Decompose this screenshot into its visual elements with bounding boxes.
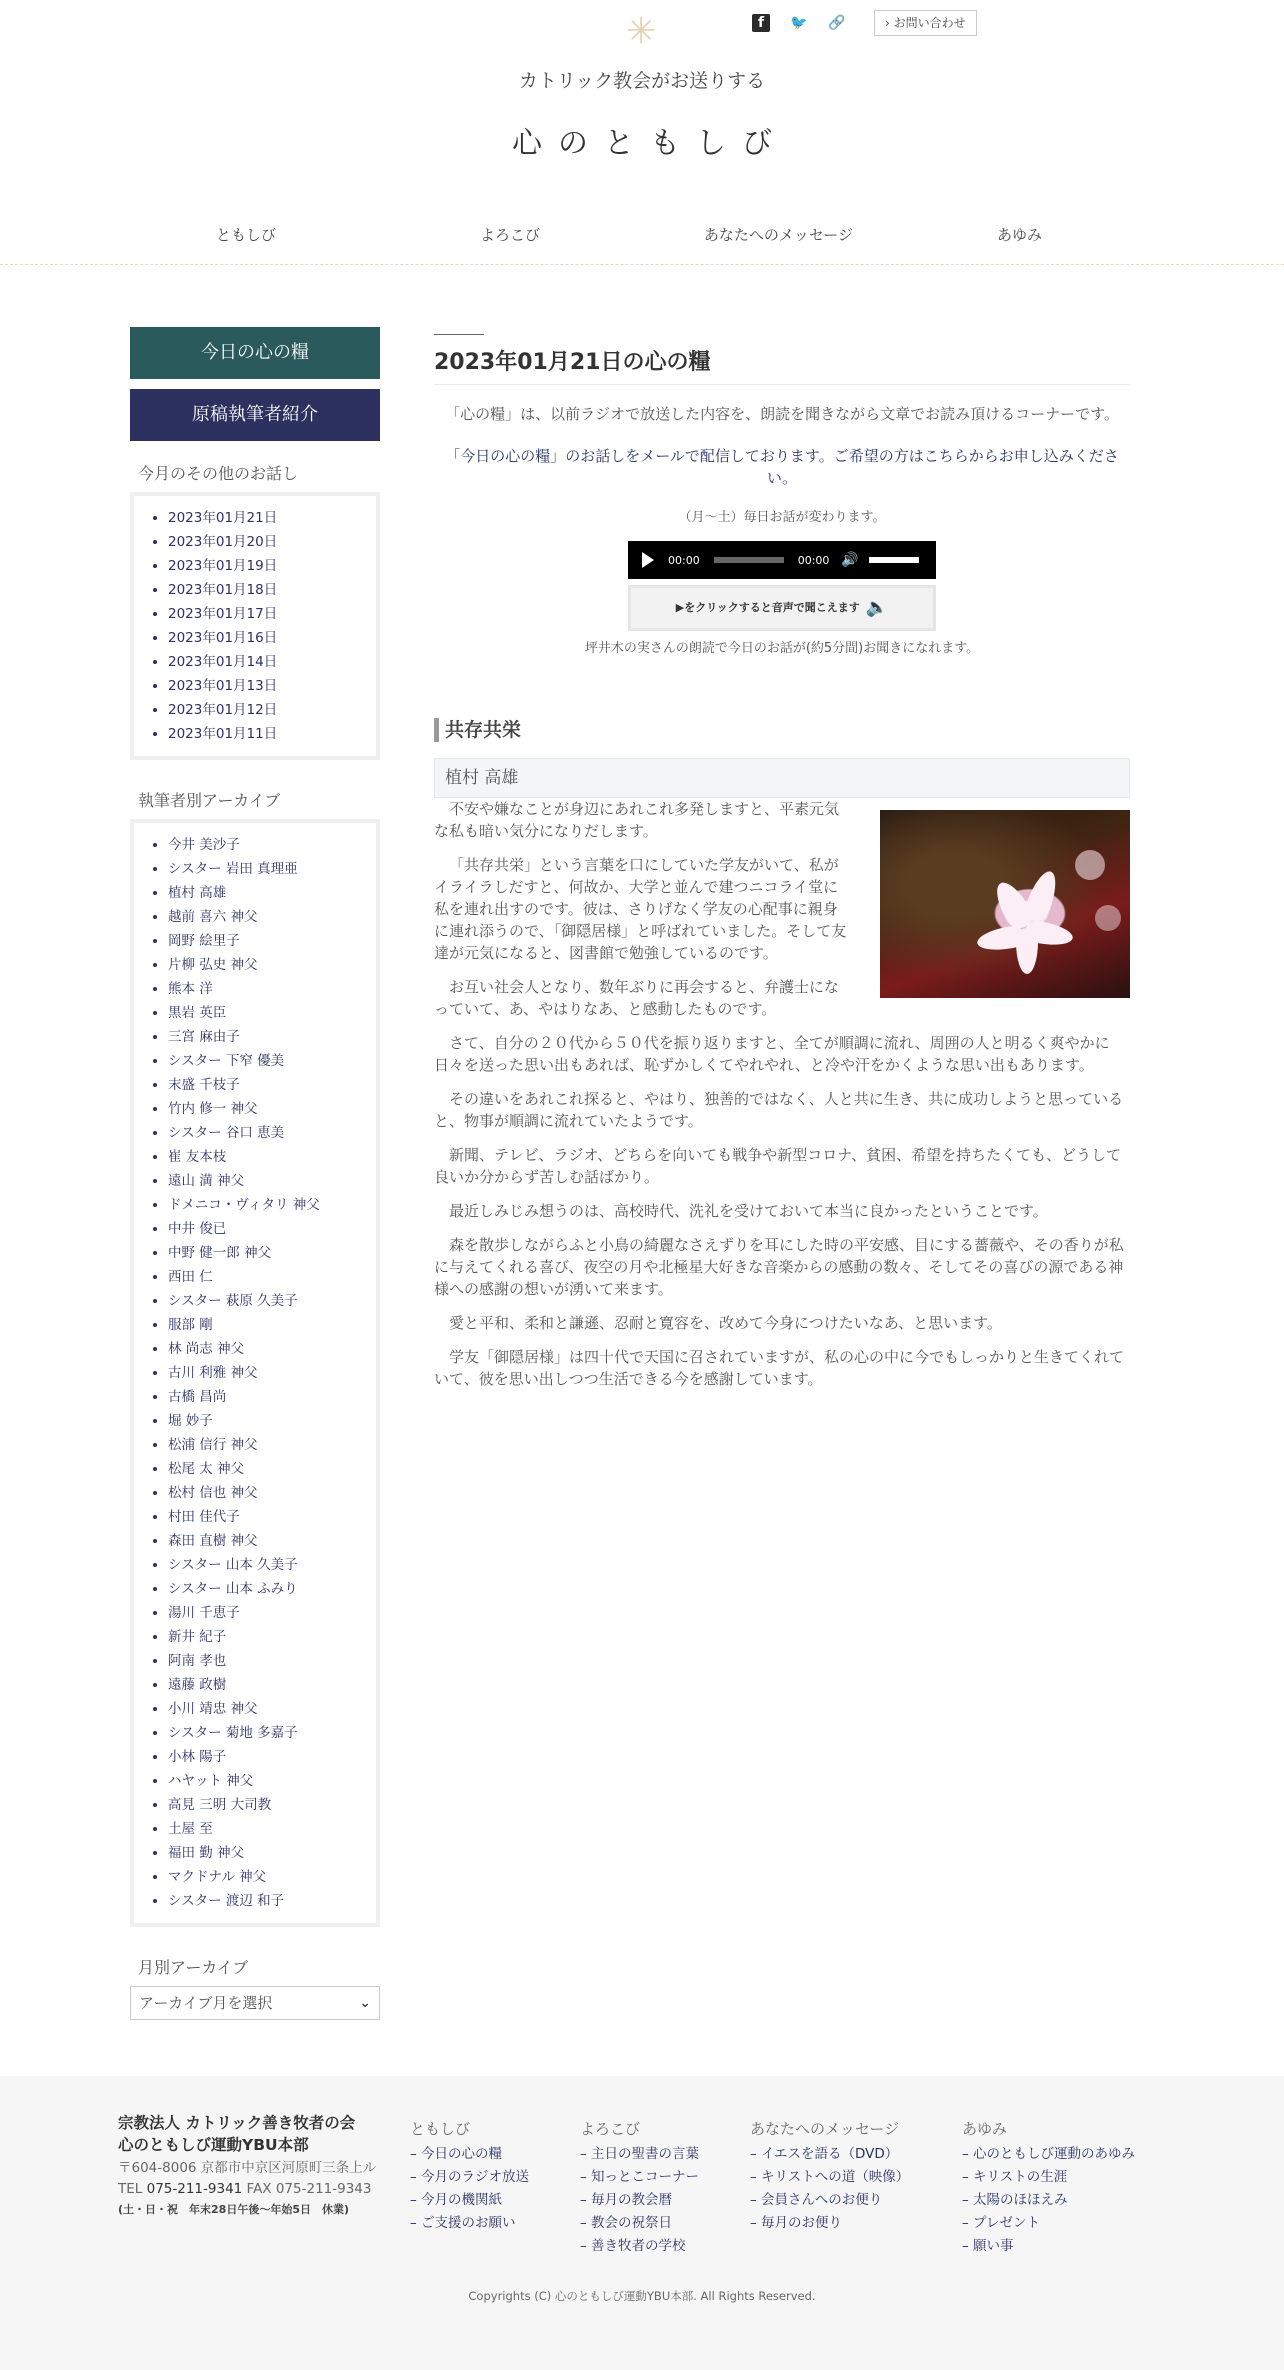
- chevron-down-icon: ⌄: [359, 1995, 371, 2011]
- date-link[interactable]: • 2023年01月20日: [168, 530, 370, 554]
- date-link[interactable]: • 2023年01月12日: [168, 698, 370, 722]
- listen-button[interactable]: [628, 585, 936, 631]
- author-link[interactable]: • シスター 岩田 真理亜: [168, 857, 370, 881]
- author-archive-heading: 執筆者別アーカイブ: [138, 791, 281, 810]
- play-icon[interactable]: [642, 552, 654, 568]
- author-link[interactable]: • シスター 山本 久美子: [168, 1553, 370, 1577]
- author-link[interactable]: • ハヤット 神父: [168, 1769, 370, 1793]
- footer-link[interactable]: – 知っとこコーナー: [580, 2169, 700, 2185]
- author-link[interactable]: • 松浦 信行 神父: [168, 1433, 370, 1457]
- author-link[interactable]: • ドメニコ・ヴィタリ 神父: [168, 1193, 370, 1217]
- page-title: 2023年01月21日の心の糧: [434, 335, 1130, 385]
- audio-player: [628, 541, 936, 579]
- intro-text: 「心の糧」は、以前ラジオで放送した内容を、朗読を聞きながら文章でお読み頂けるコーナーです。: [445, 405, 1119, 423]
- author-link[interactable]: • 西田 仁: [168, 1265, 370, 1289]
- duration-time: 00:00: [797, 553, 830, 567]
- author-link[interactable]: • 中井 俊已: [168, 1217, 370, 1241]
- author-link[interactable]: • 服部 剛: [168, 1313, 370, 1337]
- author-link[interactable]: • シスター 下窄 優美: [168, 1049, 370, 1073]
- date-link[interactable]: • 2023年01月14日: [168, 650, 370, 674]
- author-link[interactable]: • 竹内 修一 神父: [168, 1097, 370, 1121]
- author-link[interactable]: • 村田 佳代子: [168, 1505, 370, 1529]
- speaker-icon: 🔈: [865, 597, 889, 618]
- daily-note: （月～土）毎日お話が変わります。: [678, 510, 886, 525]
- story-paragraph: 学友「御隠居様」は四十代で天国に召されていますが、私の心の中に今でもしっかりと生きてくれていて、彼を思い出しつつ生活できる今を感謝しています。: [434, 1348, 1125, 1388]
- author-link[interactable]: • 林 尚志 神父: [168, 1337, 370, 1361]
- story-paragraph: 不安や嫌なことが身辺にあれこれ多発しますと、平素元気な私も暗い気分になりだします。: [434, 800, 840, 840]
- story-paragraph: 森を散歩しながらふと小鳥の綺麗なさえずりを耳にした時の平安感、目にする薔薇や、その香りが私に与えてくれる喜び、夜空の月や北極星大好きな音楽からの感動の数々、そしてその喜びの源である神様への感謝の想いが湧いて来ます。: [434, 1236, 1124, 1298]
- nav-item-ayumi[interactable]: あゆみ: [996, 226, 1042, 244]
- mail-signup-link[interactable]: 「今日の心の糧」のお話しをメールで配信しております。ご希望の方はこちらからお申し込みください。: [445, 447, 1119, 487]
- current-time: 00:00: [668, 553, 700, 567]
- footer-column-heading[interactable]: よろこび: [580, 2120, 641, 2138]
- author-link[interactable]: • 松村 信也 神父: [168, 1481, 370, 1505]
- author-link[interactable]: • 古川 利雅 神父: [168, 1361, 370, 1385]
- date-link[interactable]: • 2023年01月13日: [168, 674, 370, 698]
- nav-item-yorokobi[interactable]: よろこび: [479, 226, 540, 244]
- progress-bar[interactable]: [714, 557, 784, 563]
- footer-link[interactable]: – 太陽のほほえみ: [962, 2192, 1068, 2208]
- site-header: [0, 0, 1284, 265]
- story-paragraph: 最近しみじみ想うのは、高校時代、洗礼を受けておいて本当に良かったということです。: [449, 1202, 1048, 1220]
- main-content: [434, 327, 1130, 1390]
- footer-column: [410, 2118, 529, 2235]
- story-paragraph: 「共存共栄」という言葉を口にしていた学友がいて、私がイライラしだすと、何故か、大学と並んで建つニコライ堂に私を連れ出すのです。彼は、さりげなく学友の心配事に親身に連れ添うので、「御隠居様」と呼ばれていました。そして友達が元気になると、図書館で勉強しているのです。: [434, 856, 847, 962]
- footer-link[interactable]: – 教会の祝祭日: [580, 2215, 673, 2231]
- volume-icon[interactable]: 🔊: [841, 552, 859, 568]
- date-link[interactable]: • 2023年01月18日: [168, 578, 370, 602]
- author-link[interactable]: • 堀 妙子: [168, 1409, 370, 1433]
- footer-link[interactable]: – 毎月のお便り: [750, 2215, 843, 2231]
- link-icon[interactable]: 🔗: [828, 15, 846, 31]
- author-link[interactable]: • 中野 健一郎 神父: [168, 1241, 370, 1265]
- author-link[interactable]: • 遠山 満 神父: [168, 1169, 370, 1193]
- footer-link[interactable]: – 心のともしび運動のあゆみ: [962, 2146, 1136, 2162]
- footer-link[interactable]: – 今月のラジオ放送: [410, 2169, 530, 2185]
- site-subtitle: カトリック教会がお送りする: [518, 70, 766, 92]
- author-list: [130, 819, 380, 1927]
- contact-label: お問い合わせ: [893, 16, 966, 30]
- reading-caption: 坪井木の実さんの朗読で今日のお話が(約5分間)お聞きになれます。: [584, 641, 980, 656]
- date-link[interactable]: • 2023年01月11日: [168, 722, 370, 746]
- footer-link[interactable]: – キリストへの道（映像）: [750, 2169, 910, 2185]
- org-hours: (土・日・祝 年末28日午後〜年始5日 休業): [118, 2203, 350, 2216]
- author-link[interactable]: • 崔 友本枝: [168, 1145, 370, 1169]
- author-link[interactable]: • 小林 陽子: [168, 1745, 370, 1769]
- author-link[interactable]: • シスター 萩原 久美子: [168, 1289, 370, 1313]
- nav-item-tomoshibi[interactable]: ともしび: [216, 226, 277, 244]
- author-link[interactable]: • 古橋 昌尚: [168, 1385, 370, 1409]
- date-link[interactable]: • 2023年01月21日: [168, 506, 370, 530]
- story-paragraph: 愛と平和、柔和と謙遜、忍耐と寛容を、改めて今身につけたいなあ、と思います。: [449, 1314, 1002, 1332]
- footer-link[interactable]: – 毎月の教会暦: [580, 2192, 673, 2208]
- archive-month-select-value: アーカイブ月を選択: [139, 1994, 273, 2012]
- monthly-archive-heading: 月別アーカイブ: [138, 1958, 249, 1977]
- listen-label: ▶をクリックすると音声で聞こえます: [675, 601, 860, 614]
- facebook-icon[interactable]: f: [752, 14, 770, 32]
- footer-link[interactable]: – 会員さんへのお便り: [750, 2192, 883, 2208]
- org-phone: [118, 2179, 388, 2200]
- org-subname: 心のともしび運動YBU本部: [118, 2136, 309, 2154]
- story-body: [434, 798, 1130, 1390]
- author-link[interactable]: • 森田 直樹 神父: [168, 1529, 370, 1553]
- footer-link[interactable]: – 主日の聖書の言葉: [580, 2146, 700, 2162]
- footer-column: [962, 2118, 1135, 2258]
- chevron-right-icon: ›: [885, 16, 894, 30]
- footer-link[interactable]: – キリストの生涯: [962, 2169, 1068, 2185]
- footer-link[interactable]: – 善き牧者の学校: [580, 2238, 686, 2254]
- footer-column-heading[interactable]: ともしび: [410, 2120, 471, 2138]
- footer-link[interactable]: – イエスを語る（DVD）: [750, 2146, 899, 2162]
- global-nav: [130, 224, 1154, 245]
- tel-number[interactable]: 075-211-9341: [146, 2181, 243, 2197]
- author-link[interactable]: • 末盛 千枝子: [168, 1073, 370, 1097]
- author-link[interactable]: • 岡野 絵里子: [168, 929, 370, 953]
- author-link[interactable]: • 福田 勤 神父: [168, 1841, 370, 1865]
- author-link[interactable]: • 阿南 孝也: [168, 1649, 370, 1673]
- author-link[interactable]: • 土屋 至: [168, 1817, 370, 1841]
- author-link[interactable]: • 今井 美沙子: [168, 833, 370, 857]
- footer-link[interactable]: – 願い事: [962, 2238, 1014, 2254]
- date-list: [130, 492, 380, 760]
- site-title[interactable]: 心のともしび: [512, 126, 788, 161]
- author-name: 植村 高雄: [434, 758, 1130, 798]
- author-link[interactable]: • マクドナル 神父: [168, 1865, 370, 1889]
- author-link[interactable]: • シスター 菊地 多嘉子: [168, 1721, 370, 1745]
- story-paragraph: その違いをあれこれ探ると、やはり、独善的ではなく、人と共に生き、共に成功しようと思っていると、物事が順調に流れていたようです。: [434, 1090, 1124, 1130]
- author-link[interactable]: • 越前 喜六 神父: [168, 905, 370, 929]
- footer-link[interactable]: – 今月の機関紙: [410, 2192, 503, 2208]
- story-paragraph: 新聞、テレビ、ラジオ、どちらを向いても戦争や新型コロナ、貧困、希望を持ちたくても、どうして良いか分からず苦しむ話ばかり。: [434, 1146, 1122, 1186]
- author-link[interactable]: • 遠藤 政樹: [168, 1673, 370, 1697]
- footer-organization: [118, 2112, 388, 2220]
- author-link[interactable]: • シスター 谷口 恵美: [168, 1121, 370, 1145]
- author-link[interactable]: • 新井 紀子: [168, 1625, 370, 1649]
- author-link[interactable]: • 熊本 洋: [168, 977, 370, 1001]
- footer-link[interactable]: – ご支援のお願い: [410, 2215, 516, 2231]
- footer-column-heading[interactable]: あゆみ: [962, 2120, 1008, 2138]
- date-link[interactable]: • 2023年01月17日: [168, 602, 370, 626]
- footer-column-heading[interactable]: あなたへのメッセージ: [750, 2120, 900, 2138]
- footer-column: [580, 2118, 699, 2258]
- author-link[interactable]: • 高見 三明 大司教: [168, 1793, 370, 1817]
- org-address: 〒604-8006 京都市中京区河原町三条上ル: [118, 2160, 377, 2176]
- site-footer: [0, 2076, 1284, 2370]
- author-link[interactable]: • 三宮 麻由子: [168, 1025, 370, 1049]
- story-paragraph: お互い社会人となり、数年ぶりに再会すると、弁護士になっていて、あ、やはりなあ、と感動したものです。: [434, 978, 840, 1018]
- footer-link[interactable]: – プレゼント: [962, 2215, 1041, 2231]
- contact-button[interactable]: [874, 10, 977, 36]
- author-link[interactable]: • 植村 高雄: [168, 881, 370, 905]
- org-name: 宗教法人 カトリック善き牧者の会: [118, 2114, 356, 2132]
- footer-column: [750, 2118, 909, 2235]
- twitter-icon[interactable]: 🐦: [790, 15, 808, 31]
- story-paragraph: さて、自分の２０代から５０代を振り返りますと、全てが順調に流れ、周囲の人と明るく爽やかに日々を送った思い出もあれば、恥ずかしくてやれやれ、と冷や汗をかくような思い出もあります。: [434, 1034, 1110, 1074]
- author-link[interactable]: • シスター 山本 ふみり: [168, 1577, 370, 1601]
- social-links: [752, 10, 977, 36]
- author-link[interactable]: • 黒岩 英臣: [168, 1001, 370, 1025]
- flower-photo: [880, 810, 1130, 998]
- tel-label: TEL: [118, 2181, 143, 2197]
- star-icon: ✳: [626, 11, 657, 52]
- archive-month-select[interactable]: [130, 1986, 380, 2020]
- other-stories-heading: 今月のその他のお話し: [138, 464, 299, 483]
- writers-button[interactable]: 原稿執筆者紹介: [130, 389, 380, 441]
- author-link[interactable]: • 小川 靖忠 神父: [168, 1697, 370, 1721]
- fax-number: FAX 075-211-9343: [246, 2181, 372, 2197]
- volume-slider[interactable]: [869, 557, 919, 563]
- date-link[interactable]: • 2023年01月16日: [168, 626, 370, 650]
- footer-link[interactable]: – 今日の心の糧: [410, 2146, 503, 2162]
- author-link[interactable]: • 片柳 弘史 神父: [168, 953, 370, 977]
- today-button[interactable]: 今日の心の糧: [130, 327, 380, 379]
- date-link[interactable]: • 2023年01月19日: [168, 554, 370, 578]
- author-link[interactable]: • 湯川 千恵子: [168, 1601, 370, 1625]
- copyright: Copyrights (C) 心のともしび運動YBU本部. All Rights Reserved.: [468, 2289, 816, 2303]
- story-title: 共存共栄: [434, 718, 1130, 742]
- author-link[interactable]: • 松尾 太 神父: [168, 1457, 370, 1481]
- nav-item-message[interactable]: あなたへのメッセージ: [703, 226, 854, 244]
- author-link[interactable]: • シスター 渡辺 和子: [168, 1889, 370, 1913]
- sidebar: [130, 327, 380, 2020]
